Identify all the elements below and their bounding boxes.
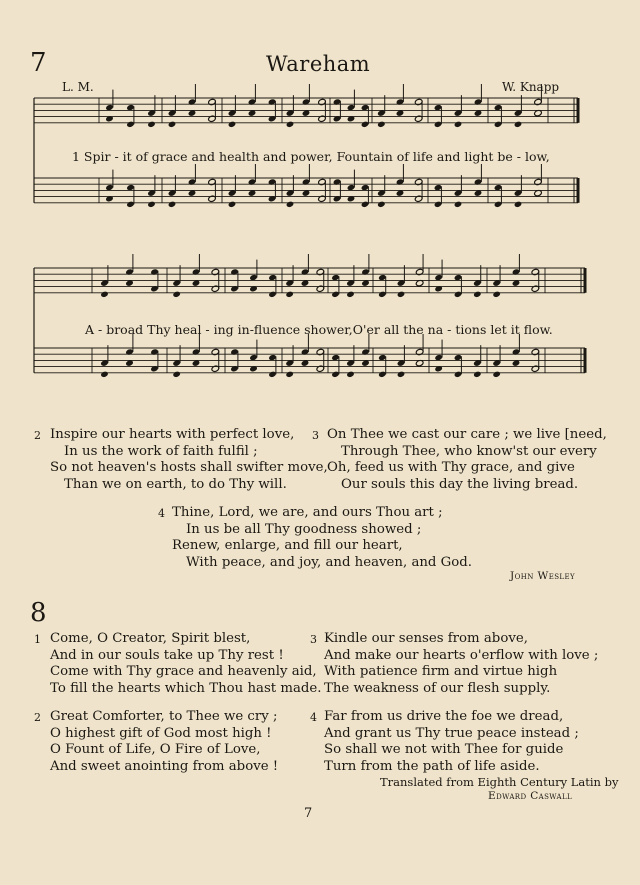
verse-line: Oh, feed us with Thy grace, and give [327, 460, 575, 475]
hymn-title: Wareham [266, 52, 371, 76]
verse-line: So shall we not with Thee for guide [324, 742, 564, 757]
verse-block [310, 709, 610, 775]
verse-line: Inspire our hearts with perfect love, [50, 427, 295, 442]
translation-credit: Translated from Eighth Century Latin by [380, 775, 619, 789]
verse-line: And grant us Thy true peace instead ; [324, 725, 579, 741]
verse-line: O Fount of Life, O Fire of Love, [50, 742, 261, 757]
verse-line: Turn from the path of life aside. [324, 758, 540, 774]
verse-line: To fill the hearts which Thou hast made. [50, 680, 322, 696]
verse-line: Renew, enlarge, and fill our heart, [172, 538, 403, 553]
composer-name: W. Knapp [502, 80, 560, 94]
page-number: 7 [304, 806, 313, 821]
verse-block [34, 709, 314, 775]
verse-block [312, 427, 612, 493]
verse-line: Than we on earth, to do Thy will. [64, 476, 287, 492]
verse-line: In us be all Thy goodness showed ; [186, 521, 422, 537]
verse-line: In us the work of faith fulfil ; [64, 443, 258, 459]
verse-number: 4 [158, 507, 165, 520]
verse-line: Our souls this day the living bread. [341, 476, 579, 492]
verse-line: On Thee we cast our care ; we live [need, [327, 427, 607, 442]
verse-line: O highest gift of God most high ! [50, 725, 272, 741]
verse-line: Great Comforter, to Thee we cry ; [50, 709, 278, 724]
verse-line: Come, O Creator, Spirit blest, [50, 631, 251, 646]
verse-number: 3 [312, 429, 319, 442]
translator-name: Edward Caswall [488, 790, 573, 802]
verse-line: And sweet anointing from above ! [50, 758, 279, 774]
verse-line: With patience firm and virtue high [324, 664, 558, 679]
verse-block [158, 505, 473, 571]
hymn-number: 7 [30, 48, 47, 78]
verse-line: So not heaven's hosts shall swifter move, [50, 460, 328, 475]
verse-number: 2 [34, 711, 41, 724]
author-name: John Wesley [510, 570, 575, 582]
verse-block [34, 631, 322, 697]
music-score [0, 0, 640, 400]
verse-line: With peace, and joy, and heaven, and God. [186, 554, 473, 570]
meter-label: L. M. [62, 80, 94, 94]
verse-number: 3 [310, 633, 317, 646]
verse-line: Thine, Lord, we are, and ours Thou art ; [172, 505, 443, 520]
verse-block [34, 427, 328, 493]
lyrics-line-1: 1 Spir - it of grace and health and power, Fountain of life and light be - low, [72, 149, 550, 164]
verse-number: 2 [34, 429, 41, 442]
verse-number: 4 [310, 711, 317, 724]
verse-number: 1 [34, 633, 41, 646]
lyrics-line-2: A - broad Thy heal - ing in-fluence shower,O'er all the na - tions let it flow. [85, 322, 553, 337]
verse-line: The weakness of our flesh supply. [324, 680, 551, 696]
verse-line: Through Thee, who know'st our every [341, 443, 597, 459]
verse-line: And in our souls take up Thy rest ! [50, 647, 284, 663]
verse-line: Come with Thy grace and heavenly aid, [50, 664, 317, 679]
verse-line: Far from us drive the foe we dread, [324, 709, 564, 724]
hymn-number: 8 [30, 598, 47, 628]
verse-line: And make our hearts o'erflow with love ; [324, 647, 599, 663]
verse-line: Kindle our senses from above, [324, 631, 528, 646]
verse-block [310, 631, 610, 697]
